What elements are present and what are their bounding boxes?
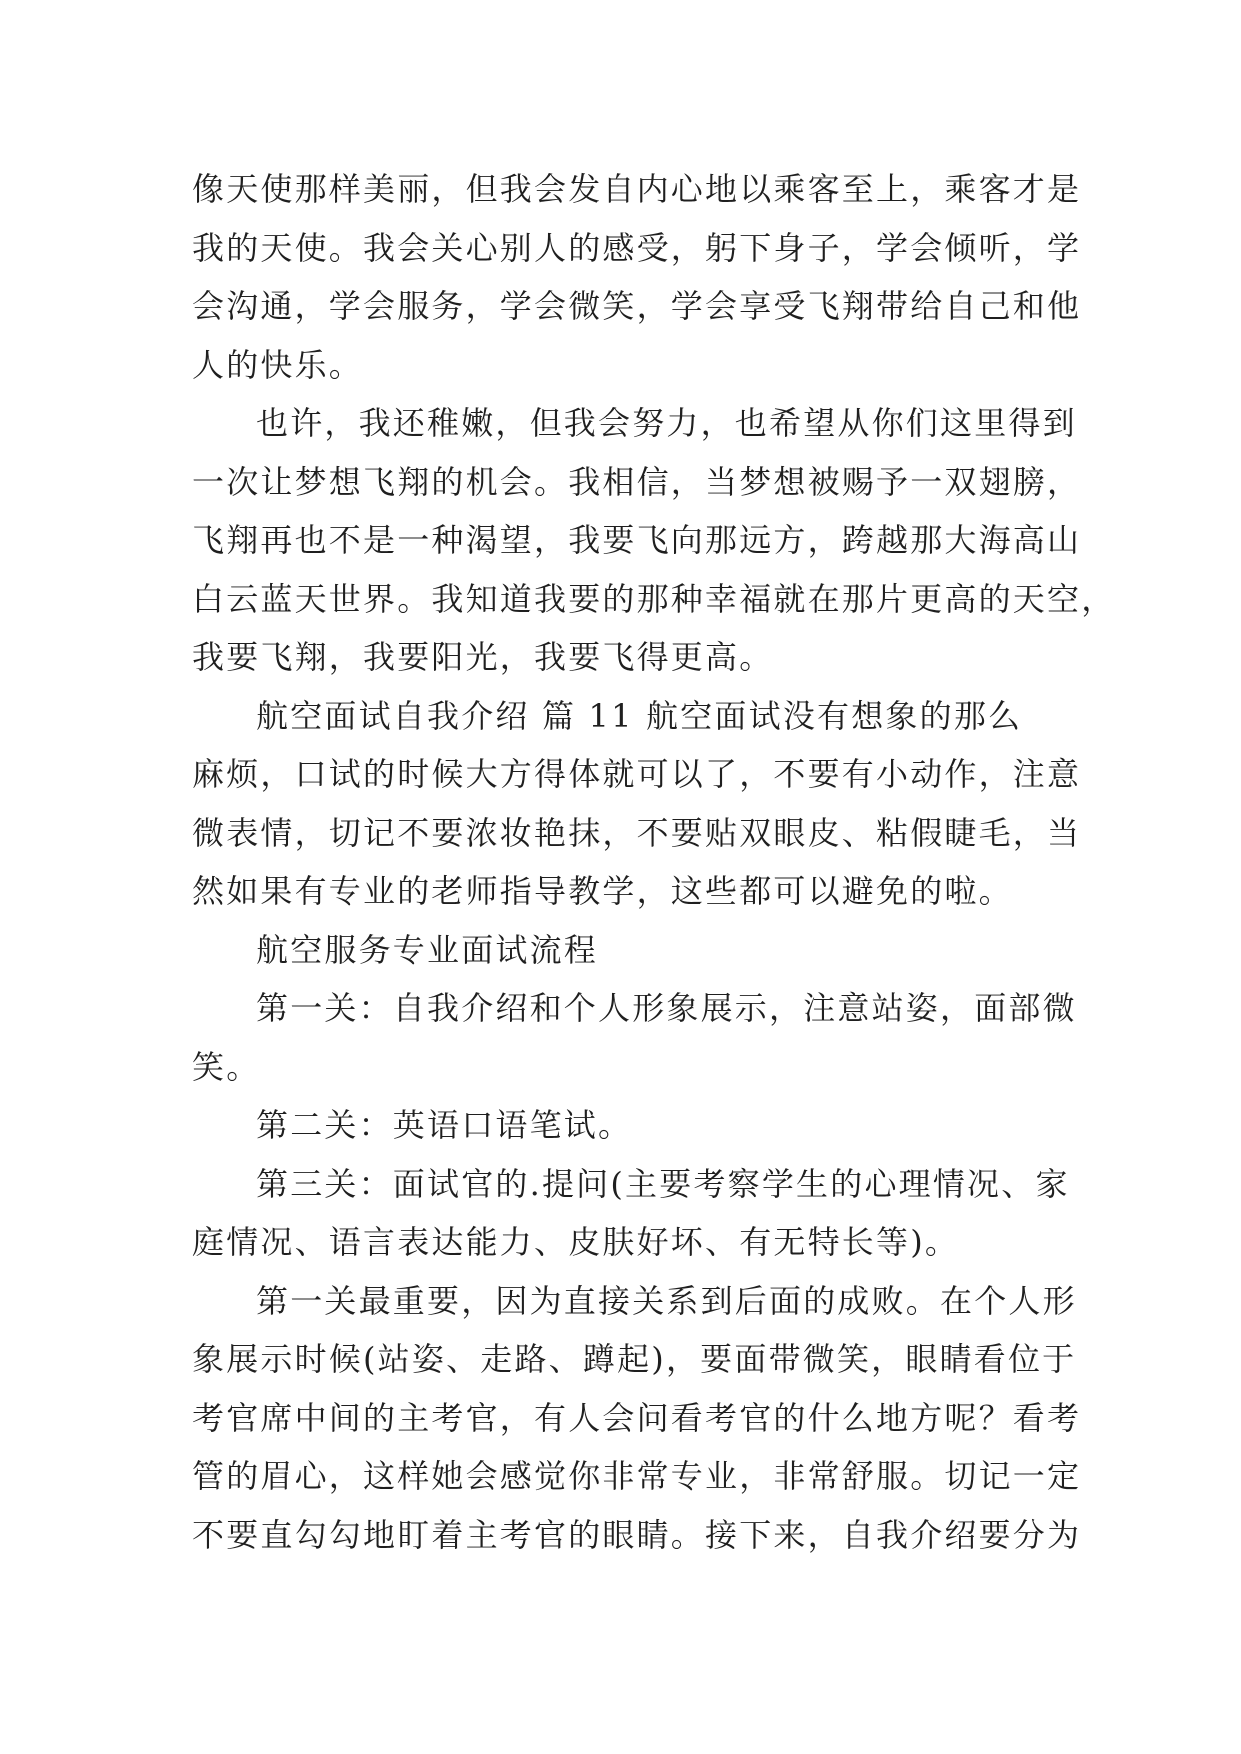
text-line: 像天使那样美丽，但我会发自内心地以乘客至上，乘客才是 xyxy=(192,170,1082,208)
text-line: 第二关：英语口语笔试。 xyxy=(256,1106,633,1144)
text-line: 第一关：自我介绍和个人形象展示，注意站姿，面部微 xyxy=(256,989,1077,1027)
text-line: 白云蓝天世界。我知道我要的那种幸福就在那片更高的天空， xyxy=(192,579,1116,618)
text-line: 会沟通，学会服务，学会微笑，学会享受飞翔带给自己和他 xyxy=(192,287,1082,325)
text-line: 航空面试自我介绍 篇 11 航空面试没有想象的那么 xyxy=(256,696,1023,735)
text-line: 管的眉心，这样她会感觉你非常专业，非常舒服。切记一定 xyxy=(192,1457,1082,1495)
text-line: 考官席中间的主考官，有人会问看考官的什么地方呢？看考 xyxy=(192,1398,1082,1437)
text-line: 不要直勾勾地盯着主考官的眼睛。接下来，自我介绍要分为 xyxy=(192,1515,1082,1554)
text-line: 然如果有专业的老师指导教学，这些都可以避免的啦。 xyxy=(192,872,1013,910)
text-line: 象展示时候(站姿、走路、蹲起)，要面带微笑，眼睛看位于 xyxy=(192,1340,1077,1378)
text-line: 麻烦，口试的时候大方得体就可以了，不要有小动作，注意 xyxy=(192,755,1082,793)
text-line: 人的快乐。 xyxy=(192,345,364,384)
text-line: 飞翔再也不是一种渴望，我要飞向那远方，跨越那大海高山 xyxy=(192,521,1082,559)
text-line: 庭情况、语言表达能力、皮肤好坏、有无特长等)。 xyxy=(192,1223,960,1261)
body-text xyxy=(192,160,1116,1564)
text-line: 微表情，切记不要浓妆艳抹，不要贴双眼皮、粘假睫毛，当 xyxy=(192,813,1082,852)
text-line: 也许，我还稚嫩，但我会努力，也希望从你们这里得到 xyxy=(256,404,1077,442)
text-line: 我要飞翔，我要阳光，我要飞得更高。 xyxy=(192,638,774,676)
text-line: 我的天使。我会关心别人的感受，躬下身子，学会倾听，学 xyxy=(192,228,1082,267)
text-line: 第三关：面试官的.提问(主要考察学生的心理情况、家 xyxy=(256,1164,1070,1203)
text-line: 一次让梦想飞翔的机会。我相信，当梦想被赐予一双翅膀， xyxy=(192,462,1082,501)
text-line: 笑。 xyxy=(192,1047,261,1086)
text-line: 第一关最重要，因为直接关系到后面的成败。在个人形 xyxy=(256,1281,1077,1320)
text-line: 航空服务专业面试流程 xyxy=(256,930,599,969)
